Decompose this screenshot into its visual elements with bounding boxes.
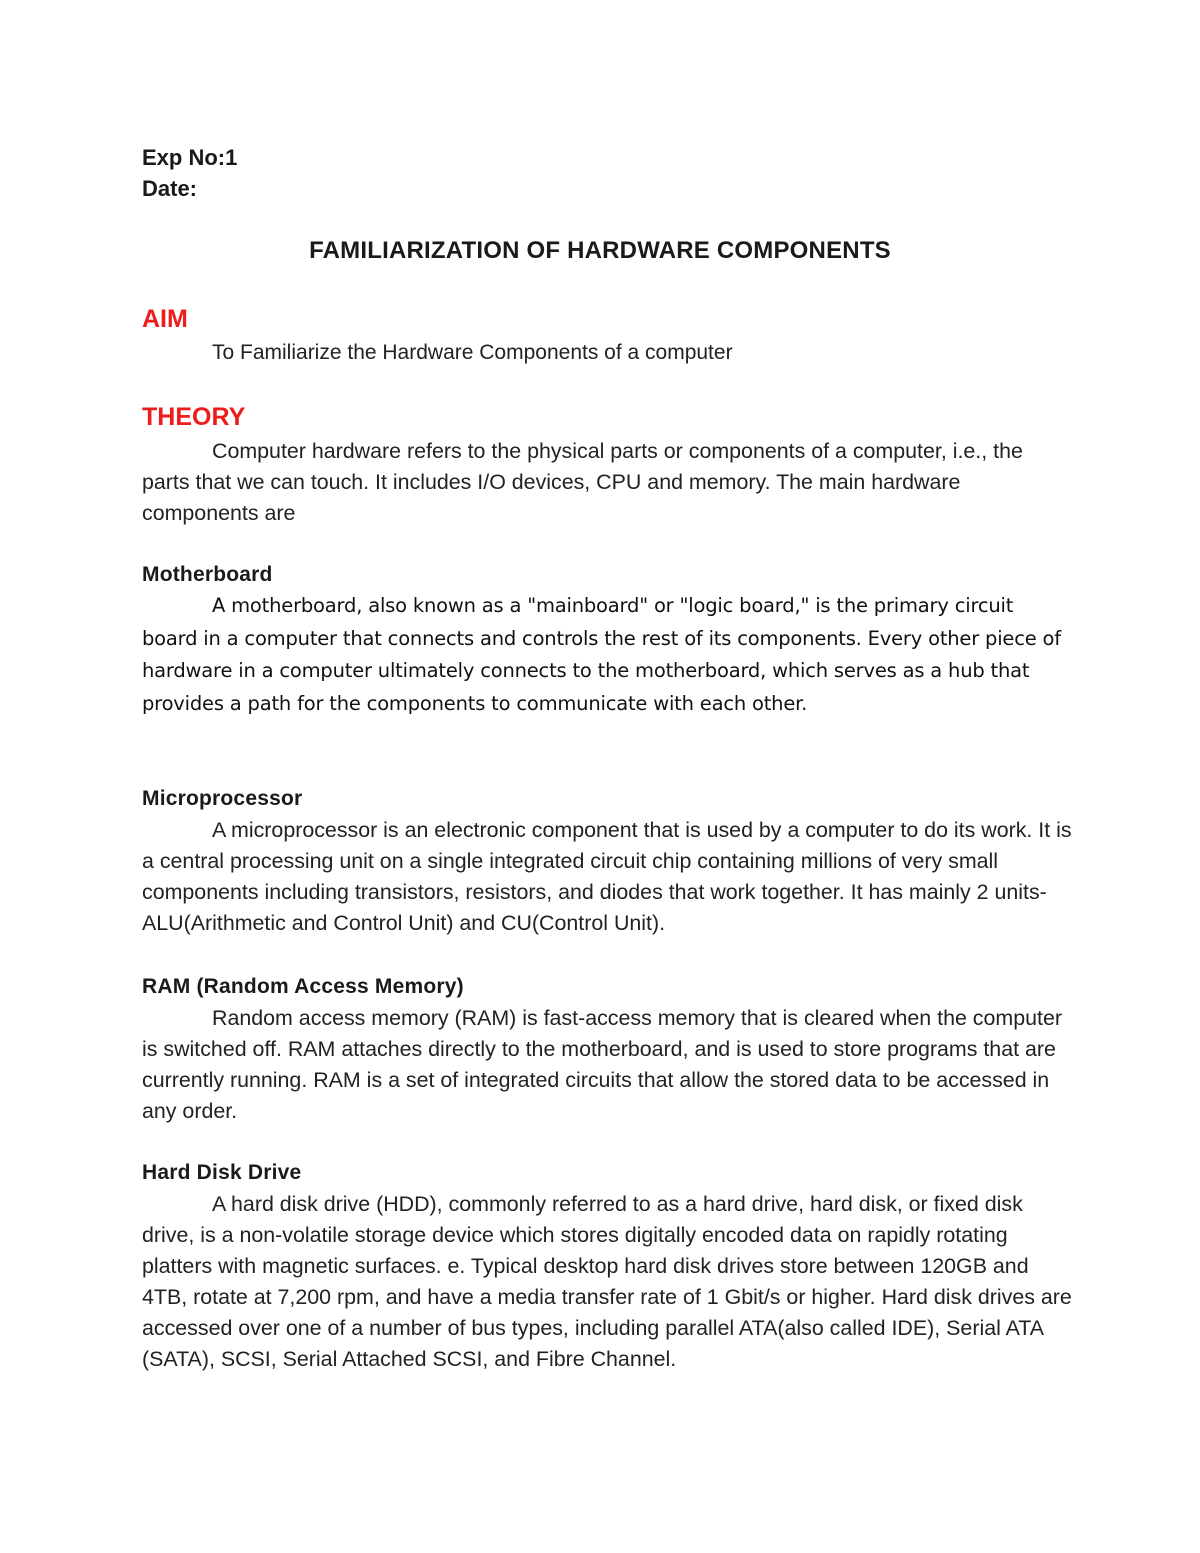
theory-heading: THEORY [142,403,246,431]
aim-heading: AIM [142,305,188,333]
document-title: FAMILIARIZATION OF HARDWARE COMPONENTS [309,237,891,264]
date-label: Date: [142,176,198,201]
hdd-paragraph [142,1189,1072,1375]
aim-paragraph [142,337,1072,368]
ram-paragraph [142,1003,1072,1127]
ram-text: Random access memory (RAM) is fast-access memory that is cleared when the computer is switched off. RAM attaches directly to the motherboard, and is used to store programs that are currently running. RAM is a set of integrated circuits that allow the stored data to be accessed in any order. [142,1006,1062,1123]
motherboard-heading: Motherboard [142,563,273,586]
hdd-heading: Hard Disk Drive [142,1161,302,1184]
exp-number: Exp No:1 [142,145,238,170]
motherboard-text: A motherboard, also known as a "mainboard" or "logic board," is the primary circuit board in a computer that connects and controls the rest of its components. Every other piece of hardware in a computer ultimately connects to the motherboard, which serves as a hub that provides a path for the components to communicate with each other. [142,594,1061,715]
theory-paragraph [142,436,1072,529]
experiment-meta [142,142,1072,204]
motherboard-paragraph [142,590,1072,720]
microprocessor-paragraph [142,815,1072,939]
microprocessor-heading: Microprocessor [142,787,303,810]
aim-text: To Familiarize the Hardware Components of a computer [212,341,733,364]
ram-heading: RAM (Random Access Memory) [142,975,464,998]
hdd-text: A hard disk drive (HDD), commonly referred to as a hard drive, hard disk, or fixed disk drive, is a non-volatile storage device which stores digitally encoded data on rapidly rotating platters with magnetic surfaces. e. Typical desktop hard disk drives store between 120GB and 4TB, rotate at 7,200 rpm, and have a media transfer rate of 1 Gbit/s or higher. Hard disk drives are accessed over one of a number of bus types, including parallel ATA(also called IDE), Serial ATA (SATA), SCSI, Serial Attached SCSI, and Fibre Channel. [142,1192,1072,1371]
theory-text: Computer hardware refers to the physical parts or components of a computer, i.e., the parts that we can touch. It includes I/O devices, CPU and memory. The main hardware components are [142,439,1023,525]
microprocessor-text: A microprocessor is an electronic component that is used by a computer to do its work. It is a central processing unit on a single integrated circuit chip containing millions of very small components including transistors, resistors, and diodes that work together. It has mainly 2 units- ALU(Arithmetic and Control Unit) and CU(Control Unit). [142,818,1072,935]
